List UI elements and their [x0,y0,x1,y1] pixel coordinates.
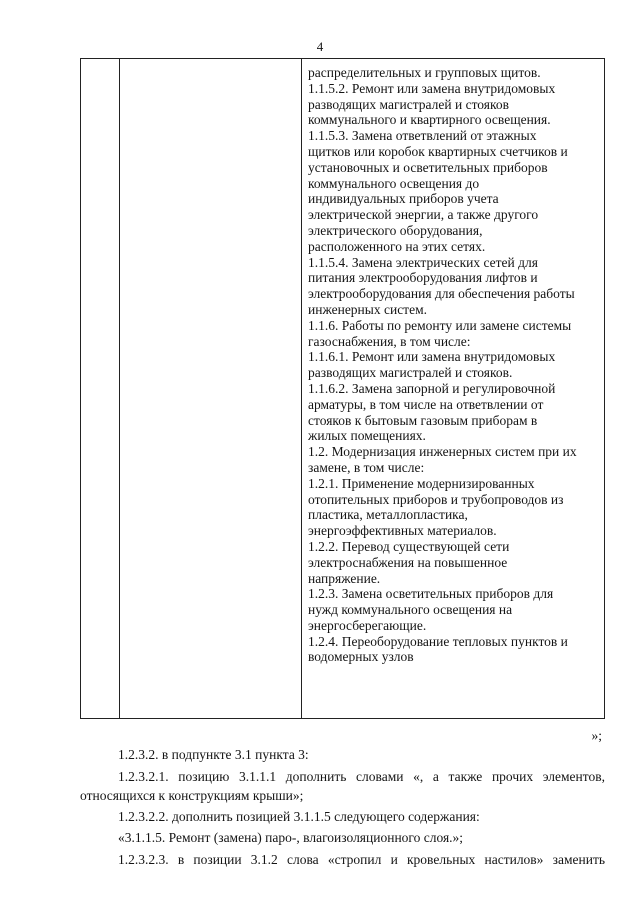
table-cell-line: расположенного на этих сетях. [308,238,486,254]
table-cell-line: разводящих магистралей и стояков. [308,365,513,381]
table-cell-line: газоснабжения, в том числе: [308,333,471,349]
table-cell-line: коммунального и квартирного освещения. [308,112,551,128]
table-cell-line: электроснабжения на повышенное [308,554,508,570]
paragraph-1-2-3-2-1: 1.2.3.2.1. позицию 3.1.1.1 дополнить словами «, а также прочих элементов, [118,769,605,784]
table-cell-line: 1.2. Модернизация инженерных систем при их [308,444,577,460]
table-cell-line: 1.2.2. Перевод существующей сети [308,538,510,554]
table-cell-line: индивидуальных приборов учета [308,191,499,207]
table-cell-line: пластика, металлопластика, [308,507,468,523]
table-cell-line: электрического оборудования, [308,222,483,238]
table-cell-line: энергоэффективных материалов. [308,523,497,539]
closing-quote: »; [591,728,602,743]
table-cell-line: 1.1.5.2. Ремонт или замена внутридомовых [308,80,556,96]
table-cell-line: энергосберегающие. [308,617,427,633]
table-cell-line: отопительных приборов и трубопроводов из [308,491,564,507]
table-cell-line: стояков к бытовым газовым приборам в [308,412,538,428]
page-number: 4 [316,39,324,54]
table-column-divider [301,59,302,718]
table-cell-line: 1.1.5.3. Замена ответвлений от этажных [308,128,537,144]
table-cell-line: арматуры, в том числе на ответвлении от [308,396,544,412]
paragraph-3-1-1-5-quote: «3.1.1.5. Ремонт (замена) паро-, влагоизоляционного слоя.»; [118,830,464,845]
table-cell-line: 1.1.5.4. Замена электрических сетей для [308,254,538,270]
paragraph-1-2-3-2-2: 1.2.3.2.2. дополнить позицией 3.1.1.5 следующего содержания: [118,809,480,824]
table-cell-line: установочных и осветительных приборов [308,159,548,175]
table-cell-line: разводящих магистралей и стояков [308,96,510,112]
table-column-divider [119,59,120,718]
table-cell-line: нужд коммунального освещения на [308,602,513,618]
table-cell-line: напряжение. [308,570,381,586]
table-cell-line: 1.2.4. Переоборудование тепловых пунктов и [308,633,568,649]
paragraph-1-2-3-2-3: 1.2.3.2.3. в позиции 3.1.2 слова «стропил и кровельных настилов» заменить [118,852,605,867]
table-cell-line: 1.1.6. Работы по ремонту или замене системы [308,317,572,333]
table-cell-line: замене, в том числе: [308,459,425,475]
table-cell-line: 1.2.3. Замена осветительных приборов для [308,586,554,602]
amendment-table [80,58,605,719]
table-cell-works-list [308,65,602,665]
table-cell-line: 1.1.6.2. Замена запорной и регулировочной [308,380,556,396]
table-cell-line: питания электрооборудования лифтов и [308,270,538,286]
table-cell-line: электрической энергии, а также другого [308,207,539,223]
table-cell-line: щитков или коробок квартирных счетчиков и [308,143,568,159]
table-cell-line: 1.2.1. Применение модернизированных [308,475,535,491]
table-cell-line: 1.1.6.1. Ремонт или замена внутридомовых [308,349,556,365]
table-cell-line: электрооборудования для обеспечения работы [308,286,575,302]
table-cell-line: инженерных систем. [308,301,427,317]
table-cell-line: жилых помещениях. [308,428,426,444]
table-cell-line: водомерных узлов [308,649,414,665]
table-cell-line: коммунального освещения до [308,175,480,191]
table-cell-line: распределительных и групповых щитов. [308,65,541,80]
paragraph-1-2-3-2-1-cont: относящихся к конструкциям крыши»; [80,788,304,803]
paragraph-1-2-3-2: 1.2.3.2. в подпункте 3.1 пункта 3: [118,747,309,762]
